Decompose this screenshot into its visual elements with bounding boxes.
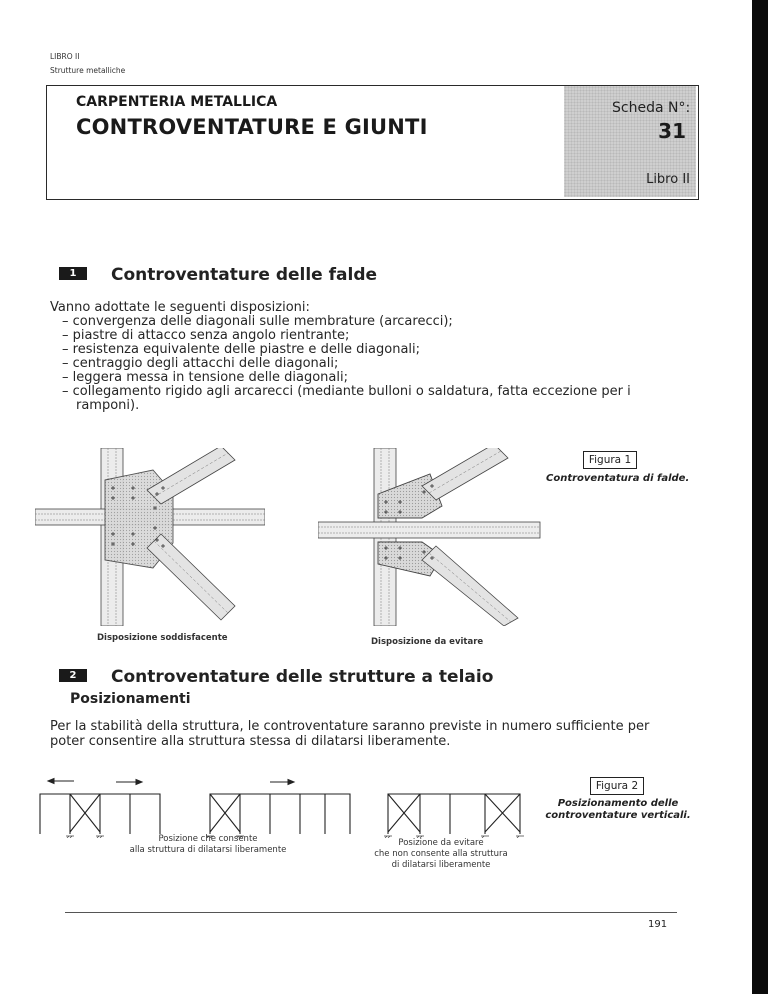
header-kicker: CARPENTERIA METALLICA (76, 94, 278, 110)
figure-2-frames-drawing (30, 774, 535, 838)
figure-2-caption-line-2: controventature verticali. (545, 810, 691, 821)
caption-avoid-line-3: di dilatarsi liberamente (391, 860, 491, 870)
caption-to-avoid: Disposizione da evitare (371, 637, 484, 647)
caption-free-expansion-line-1: Posizione che consente (158, 834, 258, 844)
section-2-subheading: Posizionamenti (70, 691, 191, 707)
list-item: – resistenza equivalente delle piastre e delle diagonali; (62, 342, 421, 357)
libro-label: Libro II (646, 172, 690, 187)
list-item: – convergenza delle diagonali sulle membrature (arcarecci); (62, 314, 453, 329)
caption-satisfactory: Disposizione soddisfacente (97, 633, 228, 643)
running-header-book: LIBRO II (50, 52, 80, 61)
figure-1-label: Figura 1 (583, 451, 637, 469)
list-item: – piastre di attacco senza angolo rientrante; (62, 328, 350, 343)
section-2-title: Controventature delle strutture a telaio (111, 667, 494, 687)
figure-2-label: Figura 2 (590, 777, 644, 795)
scheda-label: Scheda N°: (612, 100, 691, 116)
figure-2-caption-line-1: Posizionamento delle (557, 798, 679, 809)
caption-avoid-line-2: che non consente alla struttura (374, 849, 508, 859)
list-item-continuation: ramponi). (76, 398, 140, 413)
figure-1-to-avoid-drawing (318, 448, 548, 626)
caption-free-expansion-line-2: alla struttura di dilatarsi liberamente (129, 845, 287, 855)
section-1-title: Controventature delle falde (111, 265, 378, 285)
section-2-paragraph-line-1: Per la stabilità della struttura, le controventature saranno previste in numero sufficiente per (50, 719, 650, 734)
section-2-paragraph-line-2: poter consentire alla struttura stessa di dilatarsi liberamente. (50, 734, 451, 749)
list-item: – leggera messa in tensione delle diagonali; (62, 370, 348, 385)
page-number: 191 (648, 919, 668, 930)
scheda-number: 31 (658, 119, 686, 143)
page-edge-shadow (752, 0, 768, 994)
section-1-intro: Vanno adottate le seguenti disposizioni: (50, 300, 310, 315)
figure-1-caption: Controventatura di falde. (546, 473, 690, 484)
figure-1-satisfactory-drawing (35, 448, 265, 626)
section-1-number: 1 (59, 267, 87, 280)
section-2-number: 2 (59, 669, 87, 682)
list-item: – centraggio degli attacchi delle diagonali; (62, 356, 339, 371)
footer-rule (65, 912, 677, 913)
page-title: CONTROVENTATURE E GIUNTI (76, 115, 428, 139)
caption-avoid-line-1: Posizione da evitare (398, 838, 484, 848)
list-item: – collegamento rigido agli arcarecci (mediante bulloni o saldatura, fatta eccezione per i (62, 384, 631, 399)
running-header-subtitle: Strutture metalliche (50, 66, 126, 75)
